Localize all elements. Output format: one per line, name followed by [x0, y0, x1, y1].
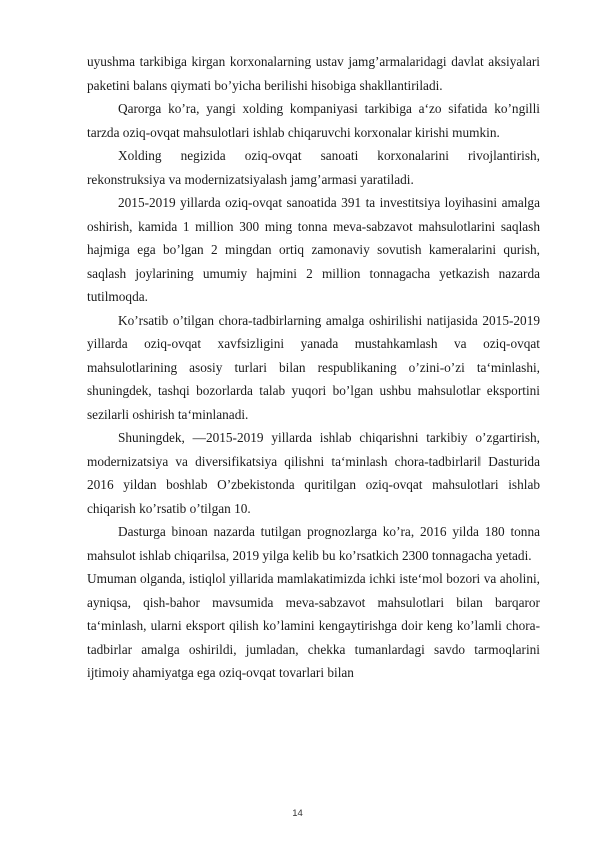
paragraph-development-fund: Xolding negizida oziq-ovqat sanoati korxonalarini rivojlantirish, rekonstruksiya va modernizatsiyalash jamg’armasi yaratiladi.	[87, 148, 540, 187]
page-number: 14	[292, 808, 303, 819]
paragraph-investment-projects: 2015-2019 yillarda oziq-ovqat sanoatida 391 ta investitsiya loyihasini amalga oshirish, kamida 1 million 300 ming tonna meva-sabzavot mahsulotlarini saqlash hajmiga ega bo’lgan 2 mingdan ortiq zamonaviy sovutish kameralarini qurish, saqlash joylarining umumiy hajmini 2 million tonnagacha yetkazish nazarda tutilmoqda.	[87, 195, 540, 304]
paragraph-forecast: Dasturga binoan nazarda tutilgan prognozlarga ko’ra, 2016 yilda 180 tonna mahsulot ishlab chiqarilsa, 2019 yilga kelib bu ko’rsatkich 2300 tonnagacha yetadi.	[87, 524, 540, 563]
body-text	[87, 50, 540, 685]
paragraph-holding-membership: Qarorga ko’ra, yangi xolding kompaniyasi tarkibiga a‘zo sifatida ko’ngilli tarzda oziq-ovqat mahsulotlari ishlab chiqaruvchi korxonalar kirishi mumkin.	[87, 101, 540, 140]
paragraph-food-security: Ko’rsatib o’tilgan chora-tadbirlarning amalga oshirilishi natijasida 2015-2019 yillarda oziq-ovqat xavfsizligini yanada mustahkamlash va oziq-ovqat mahsulotlarining asosiy turlari bilan respublikaning o’zini-o’zi ta‘minlashi, shuningdek, tashqi bozorlarda talab yuqori bo’lgan ushbu mahsulotlar eksportini sezilarli oshirish ta‘minlanadi.	[87, 312, 540, 422]
paragraph-continuation: uyushma tarkibiga kirgan korxonalarning ustav jamg’armalaridagi davlat aksiyalari paketini balans qiymati bo’yicha berilishi hisobiga shakllantiriladi.	[87, 54, 540, 93]
paragraph-program-dried-food: Shuningdek, ―2015-2019 yillarda ishlab chiqarishni tarkibiy o’zgartirish, modernizatsiya va diversifikatsiya qilishni ta‘minlash chora-tadbirlari‖ Dasturida 2016 yildan boshlab O’zbekistonda quritilgan oziq-ovqat mahsulotlari ishlab chiqarish ko’rsatib o’tilgan 10.	[87, 430, 540, 516]
paragraph-summary: Umuman olganda, istiqlol yillarida mamlakatimizda ichki iste‘mol bozori va aholini, ayniqsa, qish-bahor mavsumida meva-sabzavot mahsulotlari bilan barqaror ta‘minlash, ularni eksport qilish ko’lamini kengaytirishga doir keng ko’lamli chora-tadbirlar amalga oshirildi, jumladan, chekka tumanlardagi savdo tarmoqlarini ijtimoiy ahamiyatga ega oziq-ovqat tovarlari bilan	[87, 571, 540, 680]
